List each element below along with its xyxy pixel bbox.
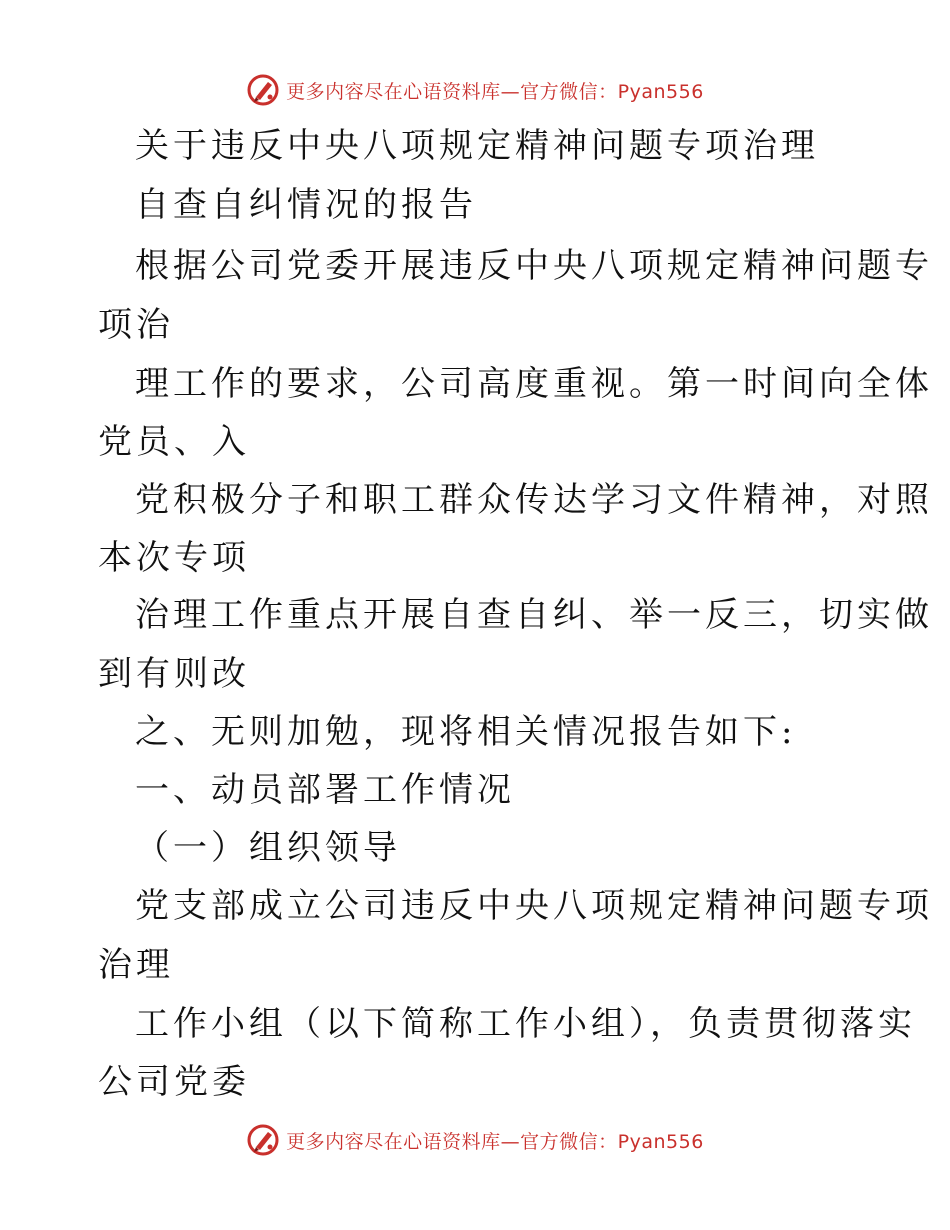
watermark-text: 更多内容尽在心语资料库—官方微信：Pyan556 [286, 1130, 704, 1153]
document-title-line-1: 关于违反中央八项规定精神问题专项治理 [135, 126, 819, 166]
paragraph-line: 根据公司党委开展违反中央八项规定精神问题专 [135, 246, 933, 286]
footer-watermark-inner [246, 1123, 704, 1157]
paragraph-line: 到有则改 [98, 654, 250, 694]
section-heading: 一、动员部署工作情况 [135, 770, 515, 810]
footer-watermark [0, 1120, 950, 1160]
paragraph-line: 治理 [98, 945, 174, 985]
paragraph-line: 党员、入 [98, 422, 250, 462]
document-title-line-2: 自查自纠情况的报告 [135, 185, 477, 225]
paragraph-line: 本次专项 [98, 538, 250, 578]
paragraph-line: 治理工作重点开展自查自纠、举一反三，切实做 [135, 595, 933, 635]
paragraph-line: 项治 [98, 305, 174, 345]
subsection-heading: （一）组织领导 [135, 828, 401, 868]
paragraph-line: 党支部成立公司违反中央八项规定精神问题专项 [135, 886, 933, 926]
paragraph-line: 之、无则加勉，现将相关情况报告如下: [135, 712, 797, 752]
paragraph-line: 党积极分子和职工群众传达学习文件精神，对照 [135, 480, 933, 520]
watermark-text: 更多内容尽在心语资料库—官方微信：Pyan556 [286, 80, 704, 103]
brush-pen-logo-icon [246, 1123, 280, 1157]
paragraph-line: 公司党委 [98, 1062, 250, 1102]
paragraph-line: 理工作的要求，公司高度重视。第一时间向全体 [135, 364, 933, 404]
paragraph-line: 工作小组（以下简称工作小组），负责贯彻落实 [135, 1004, 916, 1044]
